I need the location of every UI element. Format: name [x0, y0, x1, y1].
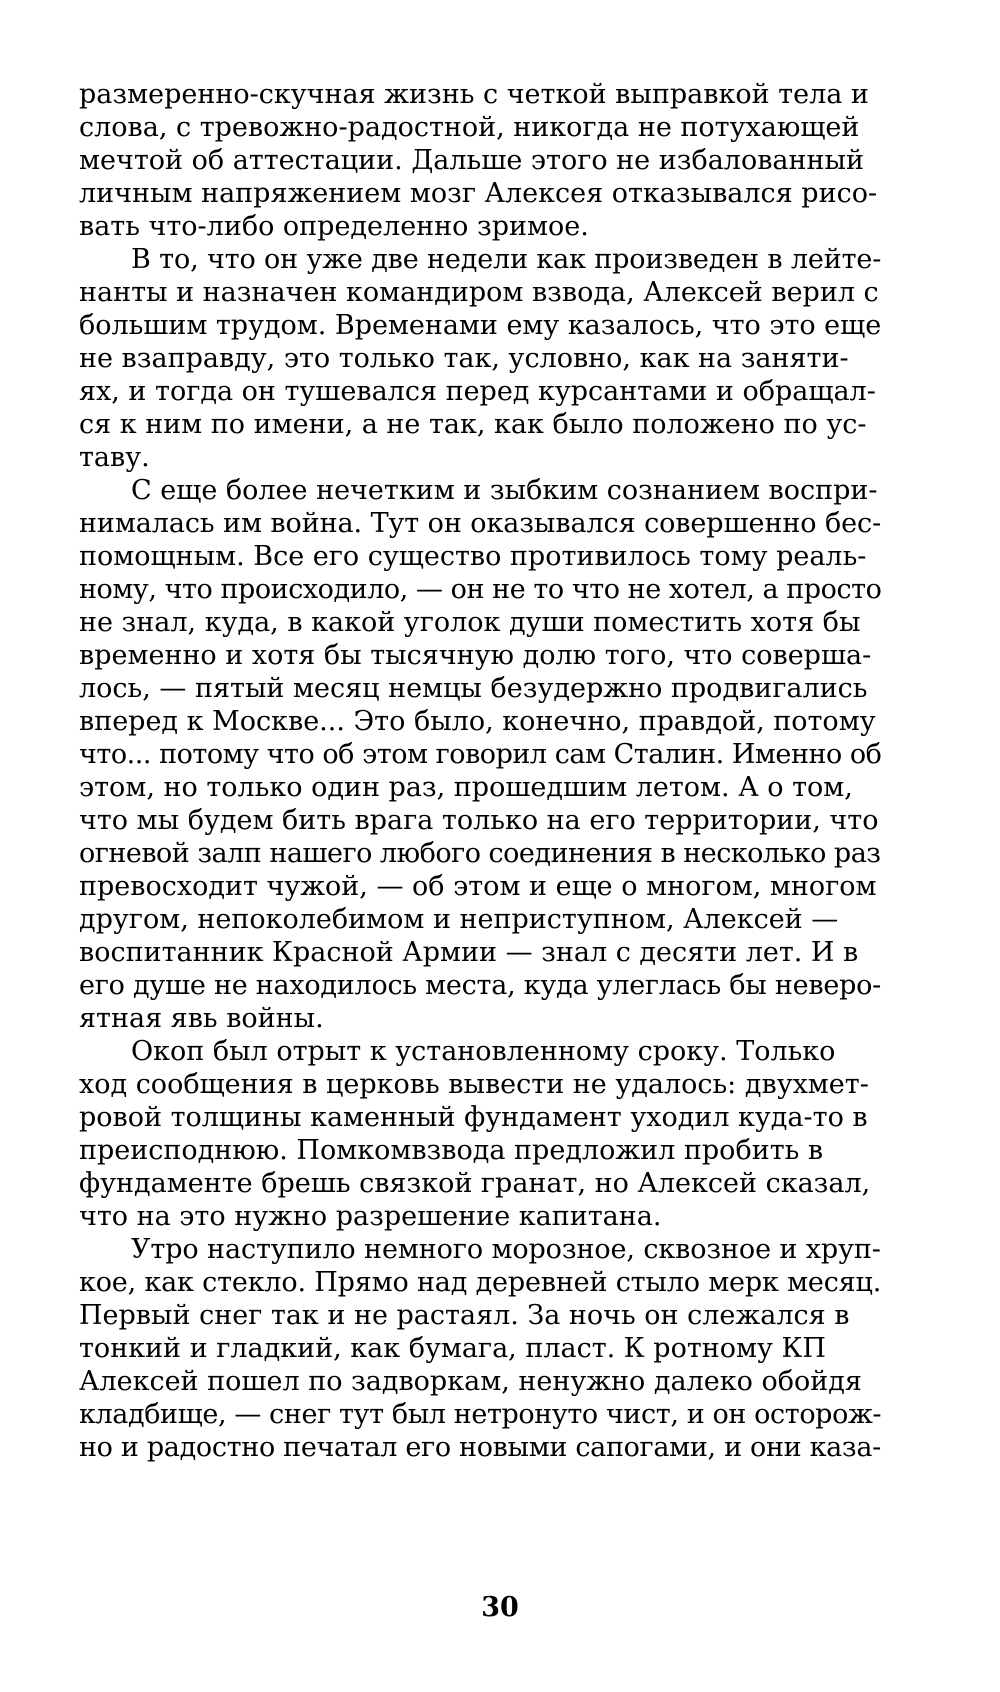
text-line: нанты и назначен командиром взвода, Алексей верил с — [79, 277, 879, 308]
text-line: таву. — [79, 442, 150, 473]
text-line: личным напряжением мозг Алексея отказывался рисо- — [79, 178, 878, 209]
text-line: ному, что происходило, — он не то что не хотел, а просто — [79, 574, 882, 605]
text-line: фундаменте брешь связкой гранат, но Алексей сказал, — [79, 1168, 871, 1199]
text-line: другом, непоколебимом и неприступном, Алексей — — [79, 904, 839, 935]
text-line: ся к ним по имени, а не так, как было положено по ус- — [79, 409, 867, 440]
text-line: кладбище, — снег тут был нетронуто чист, и он осторож- — [79, 1399, 882, 1430]
text-line: В то, что он уже две недели как произведен в лейте- — [131, 244, 882, 275]
text-line: воспитанник Красной Армии — знал с десяти лет. И в — [79, 937, 859, 968]
text-line: ровой толщины каменный фундамент уходил куда-то в — [79, 1102, 868, 1133]
text-line: размеренно-скучная жизнь с четкой выправкой тела и — [79, 79, 869, 110]
text-line: не взаправду, это только так, условно, как на заняти- — [79, 343, 849, 374]
text-line: Первый снег так и не растаял. За ночь он слежался в — [79, 1300, 850, 1331]
text-line: мечтой об аттестации. Дальше этого не избалованный — [79, 145, 864, 176]
text-line: вперед к Москве... Это было, конечно, правдой, потому — [79, 706, 876, 737]
text-line: большим трудом. Временами ему казалось, что это еще — [79, 310, 882, 341]
text-line: лось, — пятый месяц немцы безудержно продвигались — [79, 673, 868, 704]
text-line: Утро наступило немного морозное, сквозное и хруп- — [131, 1234, 881, 1265]
text-line: его душе не находилось места, куда улеглась бы неверо- — [79, 970, 882, 1001]
text-line: кое, как стекло. Прямо над деревней стыло мерк месяц. — [79, 1267, 882, 1298]
text-line: вать что-либо определенно зримое. — [79, 211, 589, 242]
text-line: огневой залп нашего любого соединения в несколько раз — [79, 838, 881, 869]
text-line: С еще более нечетким и зыбким сознанием воспри- — [131, 475, 878, 506]
text-line: ятная явь войны. — [79, 1003, 324, 1034]
text-line: но и радостно печатал его новыми сапогами, и они каза- — [79, 1432, 881, 1463]
text-line: слова, с тревожно-радостной, никогда не потухающей — [79, 112, 860, 143]
text-line: Окоп был отрыт к установленному сроку. Только — [131, 1036, 836, 1067]
text-line: временно и хотя бы тысячную долю того, что соверша- — [79, 640, 872, 671]
text-line: этом, но только один раз, прошедшим летом. А о том, — [79, 772, 853, 803]
text-line: Алексей пошел по задворкам, ненужно далеко обойдя — [79, 1366, 862, 1397]
text-line: тонкий и гладкий, как бумага, пласт. К ротному КП — [79, 1333, 826, 1364]
text-line: ях, и тогда он тушевался перед курсантами и обращал- — [79, 376, 876, 407]
text-line: помощным. Все его существо противилось тому реаль- — [79, 541, 867, 572]
text-line: нималась им война. Тут он оказывался совершенно бес- — [79, 508, 882, 539]
page-number: 30 — [481, 1592, 519, 1623]
text-line: что... потому что об этом говорил сам Сталин. Именно об — [79, 739, 882, 770]
text-line: что мы будем бить врага только на его территории, что — [79, 805, 879, 836]
text-line: что на это нужно разрешение капитана. — [79, 1201, 662, 1232]
text-line: превосходит чужой, — об этом и еще о многом, многом — [79, 871, 877, 902]
text-line: ход сообщения в церковь вывести не удалось: двухмет- — [79, 1069, 869, 1100]
text-line: преисподнюю. Помкомвзвода предложил пробить в — [79, 1135, 824, 1166]
text-line: не знал, куда, в какой уголок души поместить хотя бы — [79, 607, 861, 638]
